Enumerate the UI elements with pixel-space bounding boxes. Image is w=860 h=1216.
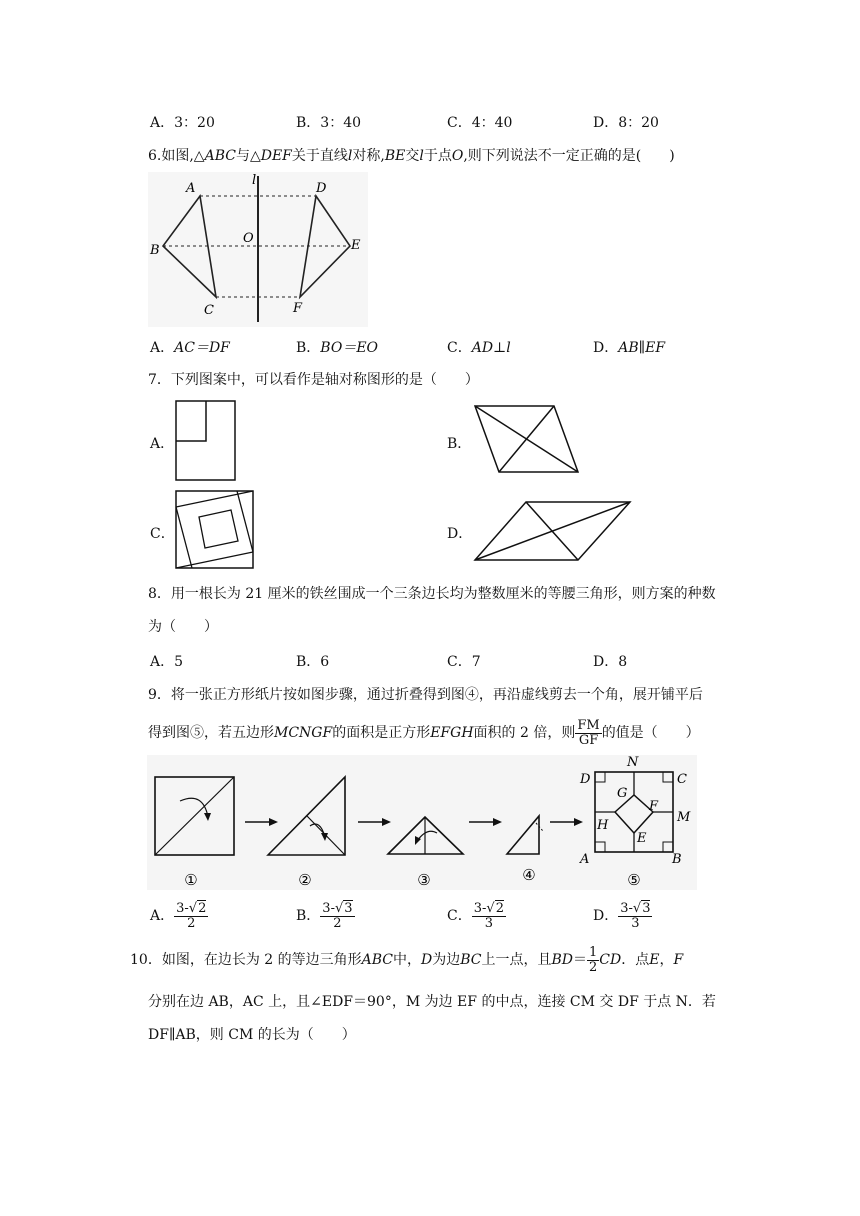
label-d: D <box>316 181 327 196</box>
q10-line1: 10．如图，在边长为 2 的等边三角形 ABC 中， D 为边 BC 上一点，且 BD ＝ $\frac{1}{2}$ CD ．点 E ， F <box>130 944 684 975</box>
fig5-label-c: C <box>677 772 687 787</box>
fig5-label-b: B <box>672 852 682 867</box>
fig5-label-m: M <box>677 810 691 825</box>
q9-option-c: C． $\frac{3-√2}{3}$ <box>447 900 504 931</box>
q8-stem-line1: 8．用一根长为 21 厘米的铁丝围成一个三条边长均为整数厘米的等腰三角形，则方案的种数 <box>148 586 716 602</box>
label-b: B <box>150 243 160 258</box>
q10-fraction: $\frac{1}{2}$ <box>589 944 598 975</box>
q9-fraction: $\frac{FM}{GF}$ <box>577 717 600 748</box>
q5-option-b: B．3：40 <box>296 115 362 131</box>
q8-stem-line2: 为（ ） <box>148 619 218 635</box>
q10-line3: DF∥AB，则 CM 的长为（ ） <box>148 1027 356 1043</box>
fig5-label-h: H <box>597 818 609 833</box>
q7-figure-a <box>175 400 237 482</box>
q6-option-b: B．BO＝EO <box>296 340 379 356</box>
label-e: E <box>351 238 361 253</box>
q8-option-c: C．7 <box>447 654 481 670</box>
q7-figure-d <box>474 500 634 562</box>
q9-line1: 9．将一张正方形纸片按如图步骤，通过折叠得到图④，再沿虚线剪去一个角，展开铺平后 <box>148 687 703 703</box>
q7-figure-b <box>474 404 580 474</box>
step-label-3: ③ <box>417 871 431 889</box>
q5-option-a: A．3：20 <box>150 115 215 131</box>
fig5-label-g: G <box>617 786 628 801</box>
q9-option-d: D． $\frac{3-√3}{3}$ <box>593 900 651 931</box>
q6-symmetry-figure <box>148 172 368 327</box>
q5-option-c: C．4：40 <box>447 115 513 131</box>
q9-option-a: A． $\frac{3-√2}{2}$ <box>150 900 207 931</box>
q8-option-a: A．5 <box>150 654 184 670</box>
label-o: O <box>243 231 254 246</box>
label-l: l <box>252 173 257 188</box>
fig5-label-d: D <box>580 772 591 787</box>
fig5-label-e: E <box>637 831 647 846</box>
fig5-label-a: A <box>580 852 590 867</box>
fig5-label-f: F <box>649 799 659 814</box>
step-label-1: ① <box>184 871 198 889</box>
step-label-4: ④ <box>522 866 536 884</box>
label-a: A <box>186 181 196 196</box>
q7-stem: 7．下列图案中，可以看作是轴对称图形的是（ ） <box>148 372 479 388</box>
q8-option-d: D．8 <box>593 654 628 670</box>
q5-option-d: D．8：20 <box>593 115 659 131</box>
q10-line2: 分别在边 AB，AC 上，且∠EDF＝90°，M 为边 EF 的中点，连接 CM 交 DF 于点 N．若 <box>148 994 716 1010</box>
q6-option-a: A．AC＝DF <box>150 340 230 356</box>
label-c: C <box>204 303 214 318</box>
q7-label-b: B． <box>447 436 472 452</box>
q7-label-c: C． <box>150 526 175 542</box>
q6-option-c: C．AD⊥l <box>447 340 511 356</box>
q7-label-d: D． <box>447 526 473 542</box>
label-f: F <box>293 301 303 316</box>
step-label-2: ② <box>298 871 312 889</box>
q9-option-b: B． $\frac{3-√3}{2}$ <box>296 900 353 931</box>
q6-option-d: D．AB∥EF <box>593 340 666 356</box>
q9-folding-steps-figure <box>147 755 697 890</box>
q9-line2: 得到图⑤，若五边形 MCNGF 的面积是正方形 EFGH 面积的 2 倍，则 $\frac{FM}{GF}$ 的值是（ ） <box>148 717 700 748</box>
q8-option-b: B．6 <box>296 654 330 670</box>
q7-label-a: A． <box>150 436 175 452</box>
fig5-label-n: N <box>627 755 639 770</box>
q7-figure-c <box>175 490 255 570</box>
step-label-5: ⑤ <box>627 871 641 889</box>
q6-stem: 6.如图,△ABC与△DEF关于直线l对称,BE交l于点O,则下列说法不一定正确的是( ) <box>148 148 675 164</box>
